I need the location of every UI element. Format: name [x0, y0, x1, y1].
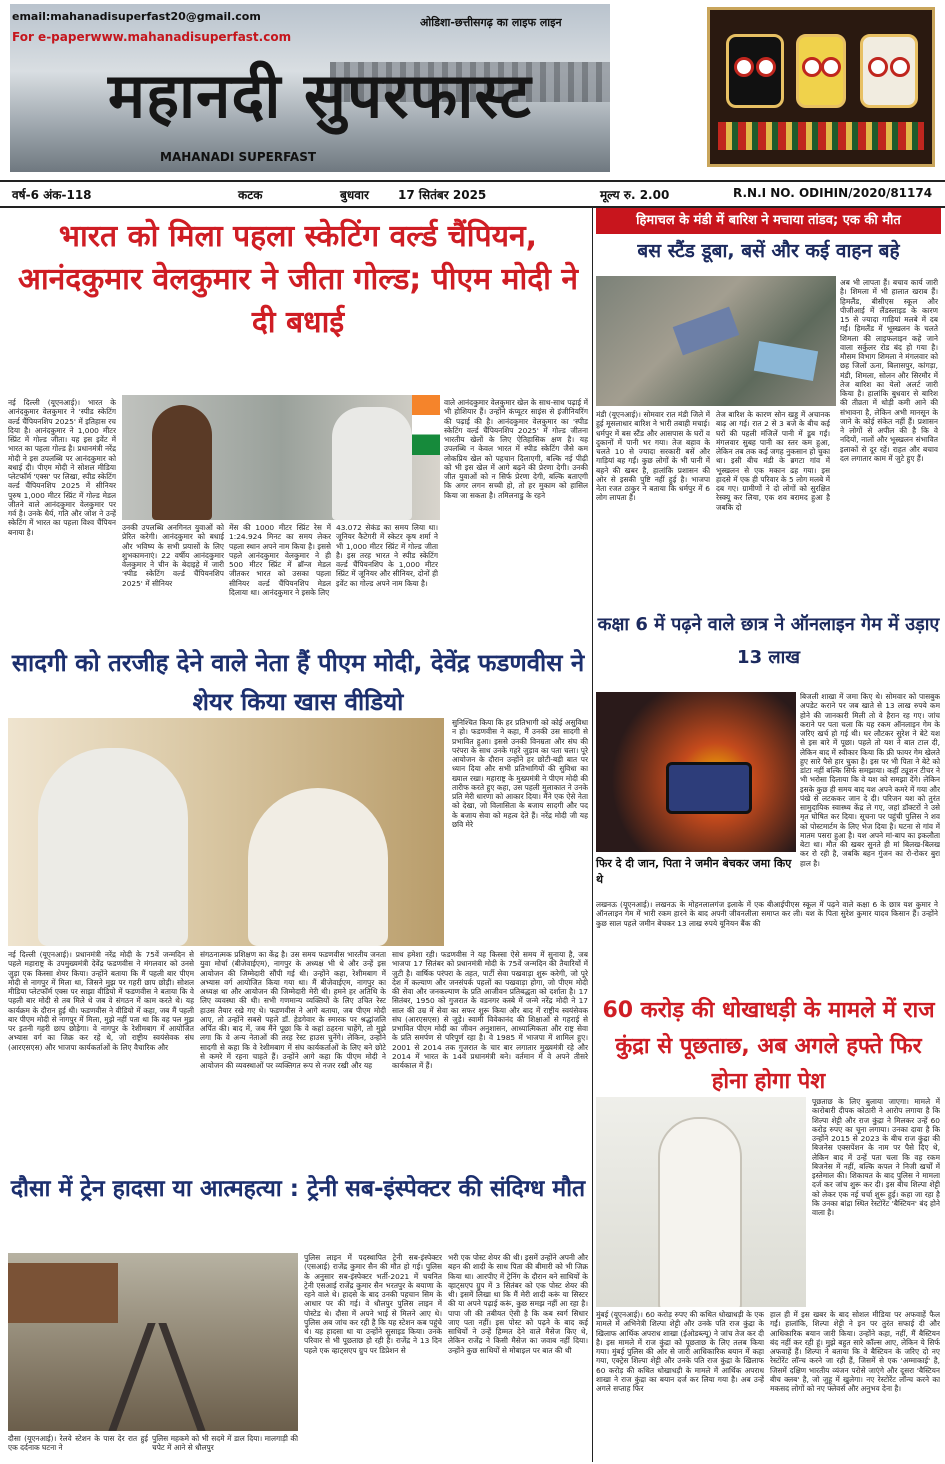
- story6-headline: दौसा में ट्रेन हादसा या आत्महत्या : ट्रेनी सब-इंस्पेक्टर की संदिग्ध मौत: [10, 1176, 586, 1202]
- dateline-bar: [0, 180, 945, 208]
- rni-number: R.N.I NO. ODIHIN/2020/81174: [733, 186, 933, 200]
- story1-column: मेंस की 1000 मीटर स्प्रिंट रेस में 1:24.924 मिनट का समय लेकर पहला स्थान अपने नाम किया है। इससे पहले आनंदकुमार वेलकुमार ने ही 500 मीटर स्प्रिंट में ब्रॉन्ज मेडल जीतकर भारत को उसका पहला सीनियर वर्ल्ड चैंपियनशिप मेडल दिलाया था। आनंदकुमार ने इसके लिए: [229, 523, 331, 597]
- story4-photo-caption: फिर दे दी जान, पिता ने जमीन बेचकर जमा किए थे: [596, 857, 792, 886]
- price: मूल्य रु. 2.00: [600, 188, 670, 202]
- story2-column: मंडी (यूएनआई)। सोमवार रात मंडी जिले में हुई मूसलाधार बारिश ने भारी तबाही मचाई। धर्मपुर में बस स्टैंड और आसपास के घरों व दुकानों में पानी भर गया। तेज बहाव के चलते 10 से ज्यादा सरकारी बसें और गाड़ियां बह गईं। कुछ लोगों के भी पानी में बहने की खबर है, हालांकि प्रशासन की ओर से इसकी पुष्टि नहीं हुई है। भाजपा नेता रजत ठाकुर ने बताया कि धर्मपुर में 6 लोग लापता हैं।: [596, 410, 710, 503]
- fadnavis-figure: [248, 788, 388, 946]
- story1-column: 43.072 सेकंड का समय लिया था। जूनियर कैटेगरी में स्केटर कृष शर्मा ने भी 1,000 मीटर स्प्रिंट में गोल्ड जीता है। इस तरह भारत ने स्पीड स्केटिंग वर्ल्ड चैंपियनशिप के 1,000 मीटर स्प्रिंट में जूनियर और सीनियर, दोनों ही इवेंट का गोल्ड अपने नाम किया है।: [336, 523, 438, 588]
- story1-headline: भारत को मिला पहला स्केटिंग वर्ल्ड चैंपियन, आनंदकुमार वेलकुमार ने जीता गोल्ड; पीएम मोदी ने दी बधाई: [17, 219, 579, 340]
- pm-figure: [332, 407, 412, 520]
- story4-headline: कक्षा 6 में पढ़ने वाले छात्र ने ऑनलाइन गेम में उड़ाए 13 लाख: [597, 614, 940, 669]
- story1-column: उनकी उपलब्धि अनगिनत युवाओं को प्रेरित करेगी। आनंदकुमार को बधाई और भविष्य के सभी प्रयासों के लिए शुभकामनाएं। 22 वर्षीय आनंदकुमार वेलकुमार ने चीन के बेदाइहे में जारी 'स्पीड स्केटिंग वर्ल्ड चैंपियनशिप 2025' में सीनियर: [122, 523, 224, 588]
- rail-track: [108, 1323, 155, 1431]
- jagannath-deity-image: [707, 7, 935, 167]
- story3-column: नई दिल्ली (यूएनआई)। प्रधानमंत्री नरेंद्र मोदी के 75वें जन्मदिन से पहले महाराष्ट्र के उपमुख्यमंत्री देवेंद्र फडणवीस ने मंगलवार को उनसे जुड़ा एक किस्सा शेयर किया। उन्होंने बताया कि मैं पहली बार पीएम मोदी से नागपुर में मिला था, जिसने मुझ पर गहरी छाप छोड़ी। सोशल मीडिया प्लेटफॉर्म एक्स पर साझा वीडियो में फडणवीस ने बताया कि वे पहली बार मोदी से तब मिले थे जब वे संगठन में काम करते थे। यह कार्यक्रम के दौरान हुई थी। फडणवीस ने वीडियो में कहा, जब मैं पहली बार पीएम मोदी से नागपुर में मिला, मुझे नहीं पता था कि वह पल मुझ पर इतनी गहरी छाप छोड़ेगा। वे नागपुर के रेशीमबाग में आयोजित अभ्यास वर्ग का जिक्र कर रहे थे, जो राष्ट्रीय स्वयंसेवक संघ (आरएसएस) और भाजपा कार्यकर्ताओं के लिए वैचारिक और: [8, 950, 194, 1052]
- bus-graphic: [754, 341, 818, 381]
- story6-column: पुलिस महकमे को भी सदमे में डाल दिया। मालगाड़ी की चपेट में आने से धौलपुर: [152, 1434, 298, 1453]
- newspaper-title: महानदी सुपरफास्ट: [108, 59, 532, 132]
- story3-photo: [8, 718, 444, 946]
- raj-kundra-figure: [658, 1117, 742, 1307]
- story5-column: हाल ही में इस खबर के बाद सोशल मीडिया पर अफवाहें फैल गईं। हालांकि, शिल्पा शेट्टी ने इन पर तुरंत सफाई दी और आधिकारिक बयान जारी किया। उन्होंने कहा, नहीं, मैं बैस्टियन बंद नहीं कर रही हूं। मुझे बहुत सारे कॉल्स आए, लेकिन ये सिर्फ अफवाहें हैं। शिल्पा ने बताया कि वे बैस्टियन के जरिए दो नए रेस्टोरेंट लॉन्च करने जा रही हैं, जिसमें से एक 'अम्माकाई' है, जिसमें दक्षिण भारतीय व्यंजन परोसे जाएंगे और दूसरा 'बैस्टियन बीच क्लब' है, जो जुहू में खुलेगा। नए रेस्टोरेंट लॉन्च करने का मकसद लोगों को नए फ्लेवर्स और अनुभव देना है।: [770, 1310, 940, 1393]
- story5-column: मुंबई (यूएनआई)। 60 करोड़ रुपए की कथित धोखाधड़ी के एक मामले में अभिनेत्री शिल्पा शेट्टी और उनके पति राज कुंद्रा के खिलाफ आर्थिक अपराध शाखा (ईओडब्ल्यू) ने जांच तेज कर दी है। इस मामले में राज कुंद्रा को पूछताछ के लिए तलब किया गया। मुंबई पुलिस की ओर से जारी आधिकारिक बयान में कहा गया, एक्ट्रेस शिल्पा शेट्टी और उनके पति राज कुंद्रा के खिलाफ 60 करोड़ की कथित धोखाधड़ी के मामले में आर्थिक अपराध शाखा ने राज कुंद्रा का बयान दर्ज कर लिया गया है। अब उन्हें अगले सप्ताह फिर: [596, 1310, 764, 1393]
- story5-column: पूछताछ के लिए बुलाया जाएगा। मामले में कारोबारी दीपक कोठारी ने आरोप लगाया है कि शिल्पा शेट्टी और राज कुंद्रा ने मिलकर उन्हें 60 करोड़ रुपए का चूना लगाया। उनका दावा है कि उन्होंने 2015 से 2023 के बीच राज कुंद्रा की बिजनेस एक्सपेंशन के नाम पर पैसे दिए थे, लेकिन बाद में उन्हें पता चला कि वह रकम बिजनेस में नहीं, बल्कि कपल ने निजी खर्चों में इस्तेमाल की। शिकायत के बाद पुलिस ने मामला दर्ज कर जांच शुरू कर दी। इस बीच शिल्पा शेट्टी को लेकर एक नई चर्चा शुरू हुई। कहा जा रहा है कि उनका बांद्रा स्थित रेस्टोरेंट 'बैस्टियन' बंद होने वाला है।: [812, 1097, 940, 1217]
- story4-column: बिजली शाखा में जमा किए थे। सोमवार को पासबुक अपडेट कराने पर जब खाते से 13 लाख रुपये कम होने की जानकारी मिली तो वे हैरान रह गए। जांच कराने पर पता चला कि यह रकम ऑनलाइन गेम के जरिए खर्च हो गई थी। घर लौटकर सुरेश ने बेटे यश से इस बारे में पूछा। पहले तो यश ने बात टाल दी, लेकिन बाद में स्वीकार किया कि फ्री फायर गेम खेलते हुए सारे पैसे हार चुका है। इस पर भी पिता ने बेटे को डांटा नहीं बल्कि सिर्फ समझाया। कहीं ट्यूशन टीचर ने भी भरोसा दिलाया कि वे यश को समझा देंगे। लेकिन इसके कुछ ही समय बाद यश अपने कमरे में गया और पंखे से लटककर जान दे दी। परिजन यश को तुरंत सामुदायिक स्वास्थ्य केंद्र ले गए, जहां डॉक्टरों ने उसे मृत घोषित कर दिया। सूचना पर पहुंची पुलिस ने शव को पोस्टमार्टम के लिए भेज दिया है। घटना से गांव में मातम पसरा हुआ है। यश अपने मां-बाप का इकलौता बेटा था। मौत की खबर सुनते ही मां बिलख-बिलख कर रो रही है, जबकि बहन गुंजन का रो-रोकर बुरा हाल है।: [800, 692, 940, 868]
- dateline-date: 17 सितंबर 2025: [398, 188, 487, 202]
- story2-flood-photo: [596, 276, 836, 406]
- masthead: [0, 0, 945, 176]
- volume-issue: वर्ष-6 अंक-118: [12, 188, 92, 202]
- deity-figure: [796, 34, 846, 108]
- story3-column: साथ हमेशा रही। फडणवीस ने यह किस्सा ऐसे समय में सुनाया है, जब भाजपा 17 सितंबर को प्रधानमंत्री मोदी के 75वें जन्मदिन की तैयारियों में जुटी है। वार्षिक परंपरा के तहत, पार्टी सेवा पखवाड़ा शुरू करेगी, जो पूरे देश में कल्याण और जनसंपर्क पहलों का पखवाड़ा होगा, जो पीएम मोदी की सेवा और जनकल्याण के प्रति आजीवन प्रतिबद्धता को दर्शाता है। 17 सितंबर, 1950 को गुजरात के वडनगर कस्बे में जन्मे नरेंद्र मोदी ने 17 साल की उम्र में सेवा का सफर शुरू किया और बाद में राष्ट्रीय स्वयंसेवक संघ (आरएसएस) से जुड़े। स्वामी विवेकानंद की शिक्षाओं से गहराई से प्रभावित पीएम मोदी का जीवन अनुशासन, आध्यात्मिकता और राष्ट्र सेवा के प्रति समर्पण से परिपूर्ण रहा है। वे 1985 में भाजपा में शामिल हुए। 2001 से 2014 तक गुजरात के चार बार लगातार मुख्यमंत्री रहे और 2014 में भारत के 14वें प्रधानमंत्री बने। वर्तमान में वे अपने तीसरे कार्यकाल में हैं।: [392, 950, 588, 1070]
- story6-caption: दौसा (यूएनआई)। रेलवे स्टेशन के पास देर रात हुई एक दर्दनाक घटना ने: [8, 1434, 148, 1453]
- india-flag-graphic: [412, 395, 440, 455]
- bus-graphic: [673, 307, 740, 356]
- story3-headline: सादगी को तरजीह देने वाले नेता हैं पीएम मोदी, देवेंद्र फडणवीस ने शेयर किया खास वीडियो: [11, 649, 585, 717]
- story2-headline: बस स्टैंड डूबा, बसें और कई वाहन बहे: [637, 240, 900, 262]
- story6-railway-photo: [8, 1253, 298, 1431]
- story4-gaming-photo: [596, 692, 796, 852]
- masthead-email: email:mahanadisuperfast20@gmail.com: [12, 10, 261, 23]
- train-graphic: [8, 1263, 118, 1323]
- story5-photo: [596, 1097, 806, 1307]
- column-divider: [592, 208, 593, 1462]
- story2-column: तेज बारिश के कारण सोन खड्ड में अचानक बाढ़ आ गई। रात 2 से 3 बजे के बीच कई घरों की पहली मंजिलें पानी में डूब गईं। मंगलवार सुबह पानी का स्तर कम हुआ, लेकिन तब तक कई जगह नुकसान हो चुका था। इसी बीच मंडी के ब्रगटा गांव में भूस्खलन से एक मकान ढह गया। इस हादसे में एक ही परिवार के 5 लोग मलबे में दब गए। ग्रामीणों ने दो लोगों को सुरक्षित रेस्क्यू कर लिया, एक शव बरामद हुआ है जबकि दो: [716, 410, 830, 512]
- dateline-day: बुधवार: [340, 188, 369, 202]
- story3-column: संगठनात्मक प्रशिक्षण का केंद्र है। उस समय फडणवीस भारतीय जनता युवा मोर्चा (बीजेवाईएम), नागपुर के अध्यक्ष भी थे और उन्हें इस आयोजन की जिम्मेदारी सौंपी गई थी। उन्होंने कहा, रेशीमबाग में अभ्यास वर्ग आयोजित किया गया था। मैं बीजेवाईएम, नागपुर का अध्यक्ष था और आयोजन की जिम्मेदारी मेरी थी। हमने हर अतिथि के लिए व्यवस्था की थी। सभी गणमान्य व्यक्तियों के लिए उचित रेस्ट हाउस तैयार रखे गए थे। फडणवीस ने आगे बताया, जब पीएम मोदी आए, तो उन्होंने सबसे पहले डॉ. हेडगेवार के स्मारक पर श्रद्धांजलि अर्पित की। बाद में, जब मैंने पूछा कि वे कहां ठहरना चाहेंगे, तो मुझे लगा कि वे अन्य नेताओं की तरह रेस्ट हाउस चुनेंगे। लेकिन, उन्होंने सादगी से कहा कि वे रेशीमबाग में संघ कार्यकर्ताओं के लिए बने छोटे से कमरे में रहना चाहते हैं। उन्होंने आगे कहा कि पीएम मोदी ने आयोजन की व्यवस्थाओं पर व्यक्तिगत रूप से नजर रखी और यह: [200, 950, 386, 1070]
- story6-column: भरी एक पोस्ट शेयर की थी। इसमें उन्होंने अपनी और बहन की शादी के साथ पिता की बीमारी को भी जिक्र किया था। आरपीए में ट्रेनिंग के दौरान बने साथियों के व्हाट्सएप ग्रुप में 3 सितंबर को एक पोस्ट शेयर की थी। इसमें लिखा था कि मैं मेरी शादी करूं या सिस्टर की या अपने पढ़ाई करूं, कुछ समझ नहीं आ रहा है। पापा जी की तबीयत ऐसी है कि कब स्वर्ग सिधार जाए पता नहीं। इस पोस्ट को पढ़ने के बाद कई साथियों ने उन्हें हिम्मत देने वाले मैसेज किए थे, लेकिन राजेंद्र ने किसी मैसेज का जवाब नहीं दिया। उन्होंने कुछ साथियों से मोबाइल पर बात की थी: [448, 1253, 588, 1355]
- story1-column: नई दिल्ली (यूएनआई)। भारत के आनंदकुमार वेलकुमार ने 'स्पीड स्केटिंग वर्ल्ड चैंपियनशिप 2025' में इतिहास रच दिया है। आनंदकुमार ने 1,000 मीटर स्प्रिंट में गोल्ड जीता। यह इस इवेंट में भारत का पहला गोल्ड है। प्रधानमंत्री नरेंद्र मोदी ने इस उपलब्धि पर आनंदकुमार को बधाई दी। पीएम मोदी ने सोशल मीडिया प्लेटफॉर्म 'एक्स' पर लिखा, स्पीड स्केटिंग वर्ल्ड चैंपियनशिप 2025 में सीनियर पुरुष 1,000 मीटर स्प्रिंट में गोल्ड मेडल जीतने वाले आनंदकुमार वेलकुमार पर गर्व है। उनके धैर्य, गति और जोश ने उन्हें स्केटिंग में भारत का पहला विश्व चैंपियन बनाया है।: [8, 398, 116, 537]
- deity-figure: [860, 34, 918, 108]
- athlete-figure: [152, 405, 212, 520]
- story1-photo: [122, 395, 440, 520]
- story6-column: पुलिस लाइन में पदस्थापित ट्रेनी सब-इंस्पेक्टर (एसआई) राजेंद्र कुमार सैन की मौत हो गई। पुलिस के अनुसार सब-इंस्पेक्टर भर्ती-2021 में चयनित ट्रेनी एसआई राजेंद्र कुमार सैन भरतपुर के बयाणा के रहने वाले थे। हादसे के बाद उनकी पहचान सिम के आधार पर की गई। वे धौलपुर पुलिस लाइन में पोस्टेड थे। दौसा में अपने भाई से मिलने आए थे। पुलिस अब जांच कर रही है कि यह स्टेशन कब पहुंचे थे। यह हादसा था या उन्होंने सुसाइड किया। उनके परिवार से भी पूछताछ हो रही है। राजेंद्र ने 13 दिन पहले एक व्हाट्सएप ग्रुप पर डिप्रेशन से: [304, 1253, 442, 1355]
- story2-column: अब भी लापता हैं। बचाव कार्य जारी है। शिमला में भी हालात खराब हैं। हिमलैंड, बीसीएस स्कूल और पीजीआई में लैंडस्लाइड के कारण 15 से ज्यादा गाड़ियां मलबे में दब गईं। हिमलैंड में भूस्खलन के चलते शिमला की लाइफलाइन कहे जाने वाला सर्कुलर रोड बंद हो गया है। मौसम विभाग शिमला ने मंगलवार को छह जिलों ऊना, बिलासपुर, कांगड़ा, मंडी, शिमला, सोलन और सिरमौर में तेज बारिश का येलो अलर्ट जारी किया है। हालांकि बुधवार से बारिश की तीव्रता में थोड़ी कमी आने की संभावना है, लेकिन अभी मानसून के जाने के कोई संकेत नहीं हैं। प्रशासन ने लोगों से अपील की है कि वे नदियों, नालों और भूस्खलन संभावित इलाकों से दूर रहें। राहत और बचाव दल लगातार काम में जुटे हुए हैं।: [840, 278, 938, 463]
- deity-figure: [726, 34, 784, 108]
- masthead-tagline: ओडिशा-छत्तीसगढ़ का लाइफ लाइन: [420, 16, 562, 29]
- pm-figure: [38, 748, 188, 946]
- story3-column: सुनिश्चित किया कि हर प्रतिभागी को कोई असुविधा न हो। फडणवीस ने कहा, मैं उनकी उस सादगी से प्रभावित हुआ। इससे उनकी विनम्रता और संघ की परंपरा के साथ उनके गहरे जुड़ाव का पता चला। पूरे आयोजन के दौरान उन्होंने हर छोटी-बड़ी बात पर ध्यान दिया और सभी प्रतिभागियों की सुविधा का ख्याल रखा। महाराष्ट्र के मुख्यमंत्री ने पीएम मोदी की तारीफ करते हुए कहा, उस पहली मुलाकात ने उनके प्रति मेरी धारणा को आकार दिया। मैंने एक ऐसे नेता को देखा, जो विलासिता के बजाय सादगी और पद के बजाय सेवा को महत्व देते हैं। नरेंद्र मोदी जी यह छवि मेरे: [452, 718, 588, 829]
- story5-headline: 60 करोड़ की धोखाधड़ी के मामले में राज कुंद्रा से पूछताछ, अब अगले हफ्ते फिर होना होगा पेश: [602, 998, 935, 1095]
- phone-screen-graphic: [666, 762, 752, 814]
- deity-cloth-band: [718, 122, 924, 150]
- rail-track: [158, 1323, 205, 1431]
- story1-column: वाले आनंदकुमार वेलकुमार खेल के साथ-साथ पढ़ाई में भी होशियार हैं। उन्होंने कंप्यूटर साइंस से इंजीनियरिंग की पढ़ाई की है। आनंदकुमार वेलकुमार का 'स्पीड स्केटिंग वर्ल्ड चैंपियनशिप 2025' में गोल्ड जीतना भारतीय खेलों के लिए ऐतिहासिक क्षण है। यह उपलब्धि न केवल भारत में स्पीड स्केटिंग जैसे कम लोकप्रिय खेल को पहचान दिलाएगी, बल्कि नई पीढ़ी को भी इस खेल में आगे बढ़ने की प्रेरणा देगी। उनकी जीत युवाओं को न सिर्फ प्रेरणा देगी, बल्कि बताएगी कि अगर लगन सच्ची हो, तो हर मुकाम को हासिल किया जा सकता है। तमिलनाडु के रहने: [444, 398, 588, 500]
- dateline-city: कटक: [238, 188, 263, 202]
- masthead-epaper-link[interactable]: For e-paperwww.mahanadisuperfast.com: [12, 30, 292, 44]
- newspaper-subtitle: MAHANADI SUPERFAST: [160, 150, 317, 164]
- story2-banner: हिमाचल के मंडी में बारिश ने मचाया तांडव; एक की मौत: [596, 208, 941, 234]
- story4-column: लखनऊ (यूएनआई)। लखनऊ के मोहनलालगंज इलाके में एक बीआईपीएस स्कूल में पढ़ने वाले कक्षा 6 के छात्र यश कुमार ने ऑनलाइन गेम में भारी रकम हारने के बाद अपनी जीवनलीला समाप्त कर ली। यश के पिता सुरेश कुमार यादव किसान हैं। उन्होंने कुछ साल पहले जमीन बेचकर 13 लाख रुपये यूनियन बैंक की: [596, 900, 938, 928]
